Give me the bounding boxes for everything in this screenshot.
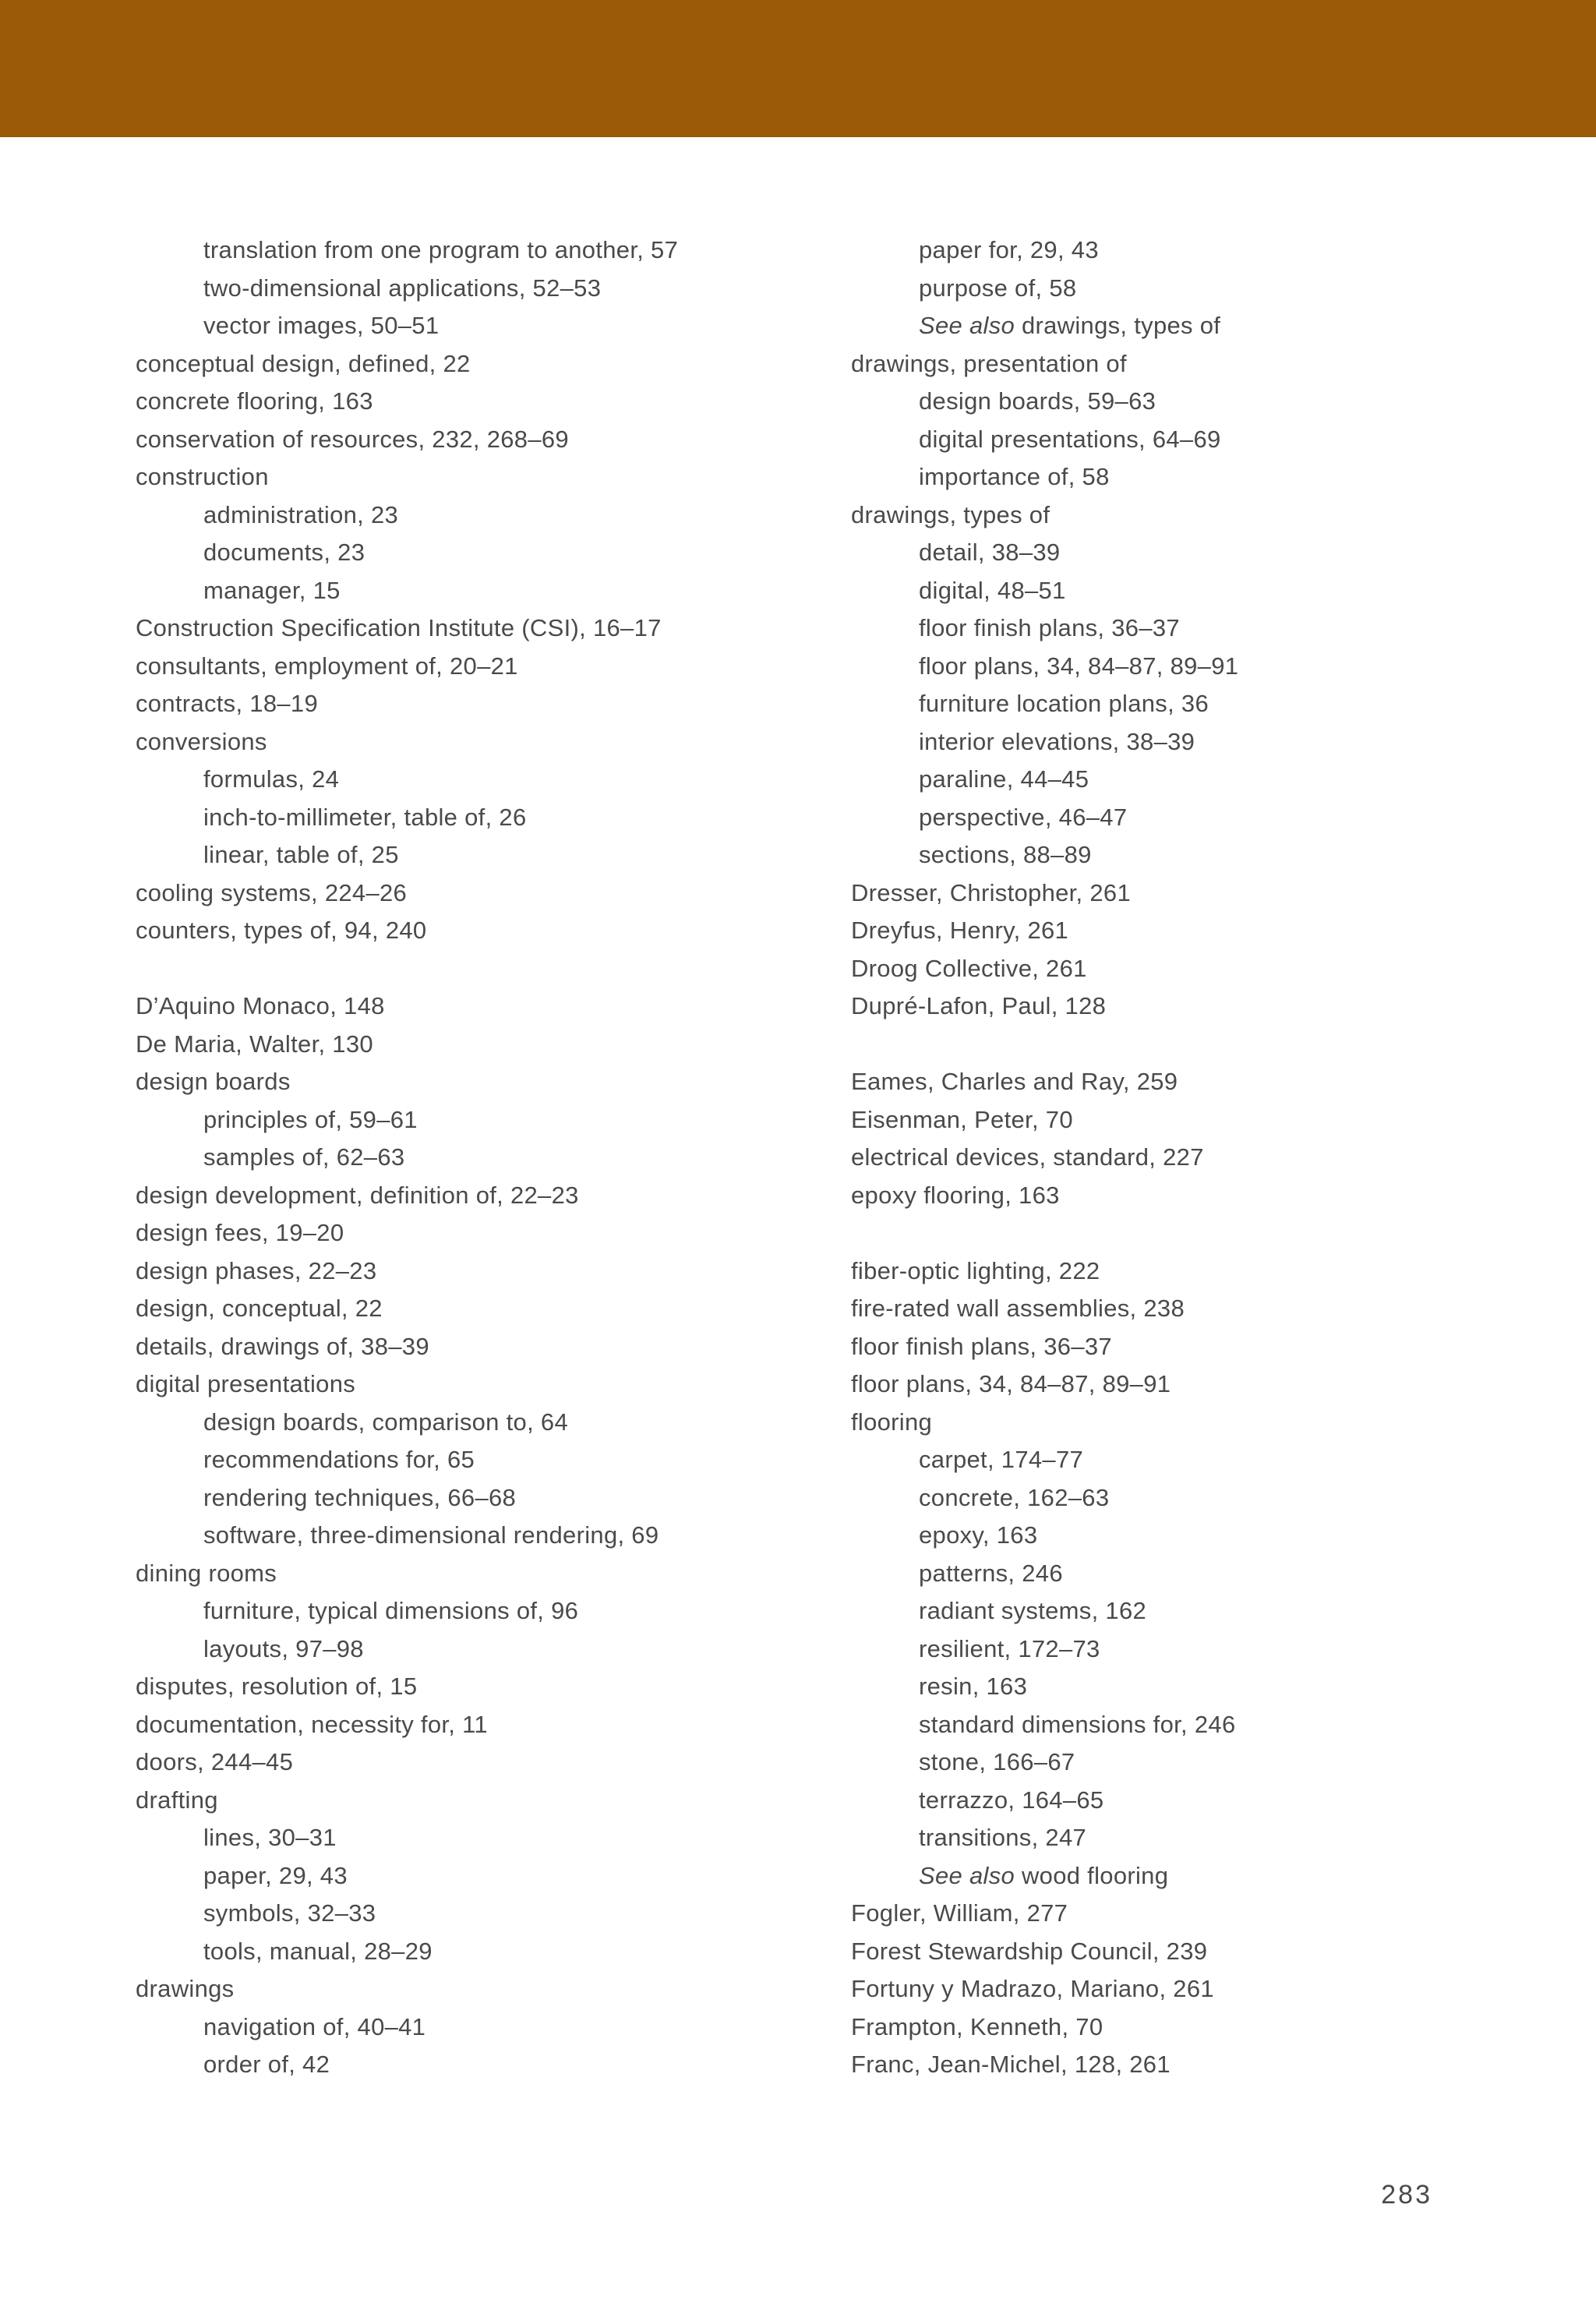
index-entry: counters, types of, 94, 240 [136,917,427,944]
index-subentry: importance of, 58 [919,463,1110,490]
index-subentry: symbols, 32–33 [203,1899,376,1927]
index-entry: electrical devices, standard, 227 [851,1143,1204,1171]
index-subentry: vector images, 50–51 [203,312,440,339]
index-subentry: lines, 30–31 [203,1824,337,1851]
index-subentry: documents, 23 [203,539,365,566]
index-entry: fiber-optic lighting, 222 [851,1256,1100,1284]
index-subentry: furniture location plans, 36 [919,690,1209,717]
index-entry: D’Aquino Monaco, 148 [136,992,385,1019]
index-entry: Frampton, Kenneth, 70 [851,2012,1103,2040]
index-subentry: standard dimensions for, 246 [919,1710,1236,1738]
index-entry: details, drawings of, 38–39 [136,1332,429,1360]
index-entry: Forest Stewardship Council, 239 [851,1937,1208,1965]
index-subentry: inch-to-millimeter, table of, 26 [203,803,527,831]
index-subentry: epoxy, 163 [919,1521,1038,1549]
index-subentry: design boards, 59–63 [919,387,1156,415]
index-entry: drawings, presentation of [851,349,1127,377]
index-subentry: perspective, 46–47 [919,803,1128,831]
index-subentry: administration, 23 [203,500,399,528]
index-entry: Fogler, William, 277 [851,1899,1068,1927]
index-entry: consultants, employment of, 20–21 [136,652,518,680]
index-entry: Construction Specification Institute (CSI), 16–17 [136,614,662,641]
index-subentry: digital, 48–51 [919,576,1066,604]
index-subentry: design boards, comparison to, 64 [203,1408,568,1436]
index-entry: epoxy flooring, 163 [851,1181,1060,1209]
index-entry: Eisenman, Peter, 70 [851,1105,1073,1133]
index-subentry: transitions, 247 [919,1824,1087,1851]
index-entry: construction [136,463,269,490]
index-entry: documentation, necessity for, 11 [136,1710,488,1738]
index-entry: Dreyfus, Henry, 261 [851,917,1069,944]
index-entry: conversions [136,727,267,755]
index-subentry: order of, 42 [203,2051,330,2078]
index-subentry: resin, 163 [919,1673,1028,1700]
index-subentry: digital presentations, 64–69 [919,425,1221,453]
index-entry: dining rooms [136,1559,277,1587]
index-entry: Dupré-Lafon, Paul, 128 [851,992,1107,1019]
index-subentry: concrete, 162–63 [919,1483,1110,1511]
index-subentry: paper, 29, 43 [203,1861,348,1889]
page-number: 283 [1381,2180,1432,2210]
index-subentry: radiant systems, 162 [919,1597,1147,1624]
index-subentry: stone, 166–67 [919,1748,1075,1775]
index-entry: drafting [136,1786,218,1814]
index-entry: design development, definition of, 22–23 [136,1181,579,1209]
see-also-target: wood flooring [1015,1861,1169,1889]
index-entry: digital presentations [136,1370,356,1397]
index-subentry: two-dimensional applications, 52–53 [203,274,602,302]
index-entry: De Maria, Walter, 130 [136,1030,373,1058]
index-entry: Eames, Charles and Ray, 259 [851,1068,1178,1095]
index-entry: Droog Collective, 261 [851,954,1087,982]
index-entry: floor plans, 34, 84–87, 89–91 [851,1370,1171,1397]
index-entry: conceptual design, defined, 22 [136,349,471,377]
index-entry: concrete flooring, 163 [136,387,373,415]
letter-group-gap [851,1214,1552,1252]
index-subentry: navigation of, 40–41 [203,2012,426,2040]
index-subentry: interior elevations, 38–39 [919,727,1195,755]
index-subentry: sections, 88–89 [919,841,1092,868]
index-subentry: paraline, 44–45 [919,765,1089,793]
index-subentry: translation from one program to another, 57 [203,236,679,263]
index-subentry: furniture, typical dimensions of, 96 [203,1597,579,1624]
index-entry: Dresser, Christopher, 261 [851,878,1132,906]
index-entry: flooring [851,1408,933,1436]
index-entry: floor finish plans, 36–37 [851,1332,1112,1360]
index-entry: disputes, resolution of, 15 [136,1673,418,1700]
index-entry: Franc, Jean-Michel, 128, 261 [851,2051,1171,2078]
index-subentry: purpose of, 58 [919,274,1077,302]
index-entry: Fortuny y Madrazo, Mariano, 261 [851,1975,1214,2002]
index-subentry: formulas, 24 [203,765,340,793]
index-entry: drawings [136,1975,235,2002]
index-subentry: layouts, 97–98 [203,1634,364,1662]
index-subentry: rendering techniques, 66–68 [203,1483,517,1511]
index-subentry: floor plans, 34, 84–87, 89–91 [919,652,1239,680]
see-also-label: See also [919,1861,1015,1889]
index-entry: design boards [136,1068,291,1095]
index-entry: cooling systems, 224–26 [136,878,408,906]
index-subentry: tools, manual, 28–29 [203,1937,433,1965]
index-subentry: detail, 38–39 [919,539,1061,566]
header-color-band [0,0,1596,137]
index-entry: design fees, 19–20 [136,1219,344,1246]
index-subentry: terrazzo, 164–65 [919,1786,1104,1814]
letter-group-gap [851,1026,1552,1064]
see-also-target: drawings, types of [1015,312,1221,339]
index-subentry: samples of, 62–63 [203,1143,405,1171]
letter-group-gap [136,950,837,988]
index-subentry: floor finish plans, 36–37 [919,614,1180,641]
index-subentry [851,1857,1552,1895]
index-subentry: recommendations for, 65 [203,1446,475,1473]
index-entry: design, conceptual, 22 [136,1295,383,1322]
index-entry: conservation of resources, 232, 268–69 [136,425,569,453]
index-entry: design phases, 22–23 [136,1256,377,1284]
index-subentry: principles of, 59–61 [203,1105,418,1133]
index-column-left [136,231,837,2084]
index-subentry: carpet, 174–77 [919,1446,1084,1473]
index-subentry: patterns, 246 [919,1559,1063,1587]
index-subentry: resilient, 172–73 [919,1634,1100,1662]
see-also-label: See also [919,312,1015,339]
index-entry: fire-rated wall assemblies, 238 [851,1295,1185,1322]
index-subentry: software, three-dimensional rendering, 69 [203,1521,659,1549]
index-subentry: manager, 15 [203,576,341,604]
index-subentry: linear, table of, 25 [203,841,399,868]
index-entry: contracts, 18–19 [136,690,318,717]
index-subentry: paper for, 29, 43 [919,236,1099,263]
index-entry: doors, 244–45 [136,1748,294,1775]
index-column-right [851,231,1552,2084]
index-subentry [851,307,1552,345]
index-entry: drawings, types of [851,500,1050,528]
